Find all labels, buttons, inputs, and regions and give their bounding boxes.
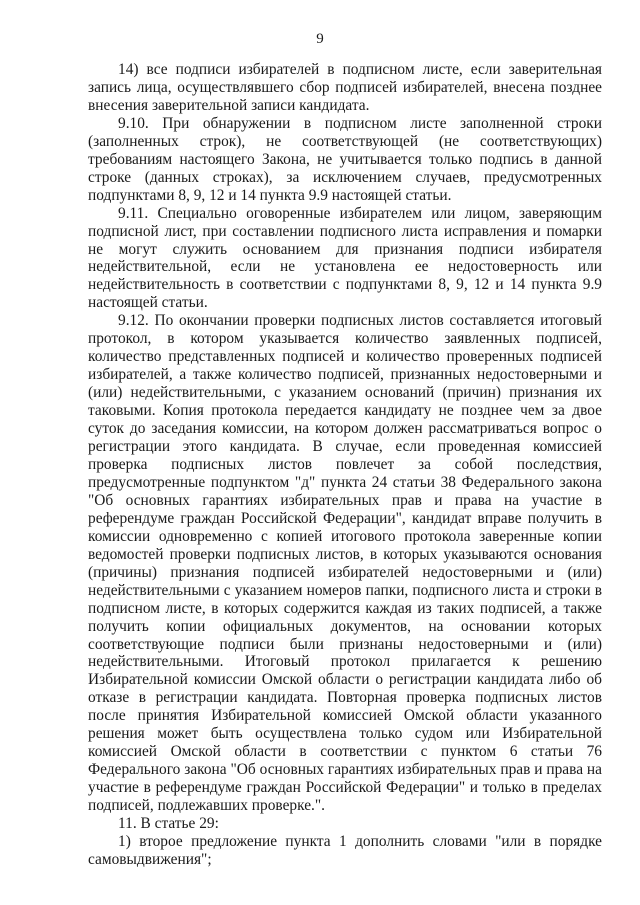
paragraph-9-10: 9.10. При обнаружении в подписном листе заполненной строки (заполненных строк), не соответствующей (не соответствующих) требованиям настоящего Закона, не учитывается только подпись в данной строке (данных строках), за исключением случаев, предусмотренных подпунктами 8, 9, 12 и 14 пункта 9.9 настоящей статьи. bbox=[88, 114, 602, 204]
paragraph-item-1: 1) второе предложение пункта 1 дополнить словами "или в порядке самовыдвижения"; bbox=[88, 832, 602, 868]
paragraph-9-11: 9.11. Специально оговоренные избирателем или лицом, заверяющим подписной лист, при составлении подписного листа исправления и помарки не могут служить основанием для признания подписи избирателя недействительной, если не установлена ее недостоверность или недействительность в соответствии с подпунктами 8, 9, 12 и 14 пункта 9.9 настоящей статьи. bbox=[88, 204, 602, 312]
paragraph-article-29: 11. В статье 29: bbox=[118, 815, 219, 833]
document-body bbox=[88, 61, 602, 869]
paragraph-9-12: 9.12. По окончании проверки подписных листов составляется итоговый протокол, в котором указывается количество заявленных подписей, количество представленных подписей и количество проверенных подписей избирателей, а также количество подписей, признанных недостоверными и (или) недействительными, с указанием оснований (причин) признания их таковыми. Копия протокола передается кандидату не позднее чем за двое суток до заседания комиссии, на котором должен рассматриваться вопрос о регистрации этого кандидата. В случае, если проведенная комиссией проверка подписных листов повлечет за собой последствия, предусмотренные подпунктом "д" пункта 24 статьи 38 Федерального закона "Об основных гарантиях избирательных прав и права на участие в референдуме граждан Российской Федерации", кандидат вправе получить в комиссии одновременно с копией итогового протокола заверенные копии ведомостей проверки подписных листов, в которых указываются основания (причины) признания подписей избирателей недостоверными и (или) недействительными с указанием номеров папки, подписного листа и строки в подписном листе, в которых содержится каждая из таких подписей, а также получить копии официальных документов, на основании которых соответствующие подписи были признаны недостоверными и (или) недействительными. Итоговый протокол прилагается к решению Избирательной комиссии Омской области о регистрации кандидата либо об отказе в регистрации кандидата. Повторная проверка подписных листов после принятия Избирательной комиссией Омской области указанного решения может быть осуществлена только судом или Избирательной комиссией Омской области в соответствии с пунктом 6 статьи 76 Федерального закона "Об основных гарантиях избирательных прав и права на участие в референдуме граждан Российской Федерации" и только в пределах подписей, подлежавших проверке.". bbox=[88, 312, 602, 815]
paragraph-subitem-14: 14) все подписи избирателей в подписном листе, если заверительная запись лица, осуществлявшего сбор подписей избирателей, внесена позднее внесения заверительной записи кандидата. bbox=[88, 61, 602, 114]
page-number: 9 bbox=[316, 31, 324, 47]
